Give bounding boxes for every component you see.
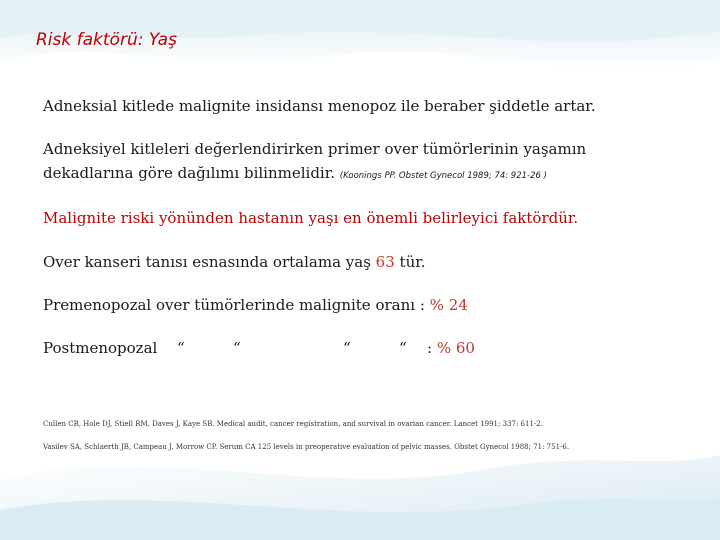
text-line-3: Malignite riski yönünden hastanın yaşı en önemli belirleyici faktördür. <box>43 209 579 227</box>
ditto-mark-3: “ <box>343 339 351 357</box>
mean-age-suffix: tür. <box>399 253 426 271</box>
postmenopausal-label: Postmenopozal <box>43 339 158 357</box>
postmenopausal-value: % 60 <box>436 339 475 357</box>
text-line-2b-main: dekadlarına göre dağılımı bilinmelidir. <box>43 164 336 182</box>
text-line-5 <box>43 296 468 314</box>
citation: (Koonings PP. Obstet Gynecol 1989; 74: 921-26 ) <box>339 171 547 181</box>
slide-title: Risk faktörü: Yaş <box>36 30 177 50</box>
mean-age-label: Over kanseri tanısı esnasında ortalama yaş <box>43 253 371 271</box>
ditto-mark-4: “ <box>399 339 407 357</box>
premenopausal-label: Premenopozal over tümörlerinde malignite oranı : <box>43 296 425 314</box>
ditto-mark-2: “ <box>233 339 241 357</box>
text-line-1: Adneksial kitlede malignite insidansı menopoz ile beraber şiddetle artar. <box>43 97 596 115</box>
ditto-mark-1: “ <box>177 339 185 357</box>
text-line-2b <box>43 164 547 182</box>
reference-2: Vasilev SA, Schlaerth JB, Campeau J, Morrow CP. Serum CA 125 levels in preoperative evaluation of pelvic masses. Obstet Gynecol 1988; 71: 751-6. <box>43 443 570 451</box>
mean-age-value: 63 <box>375 253 395 271</box>
postmenopausal-colon: : <box>427 339 433 357</box>
postmenopausal-value-group <box>427 339 475 357</box>
text-line-4 <box>43 253 426 271</box>
reference-1: Cullen CB, Hole DJ, Stiell RM, Daves J, Kaye SB. Medical audit, cancer registration, and survival in ovarian cancer. Lancet 1991; 337: 611-2. <box>43 420 543 428</box>
premenopausal-value: % 24 <box>429 296 468 314</box>
text-line-2a: Adneksiyel kitleleri değerlendirirken primer over tümörlerinin yaşamın <box>43 140 587 158</box>
text-line-6 <box>43 339 157 357</box>
